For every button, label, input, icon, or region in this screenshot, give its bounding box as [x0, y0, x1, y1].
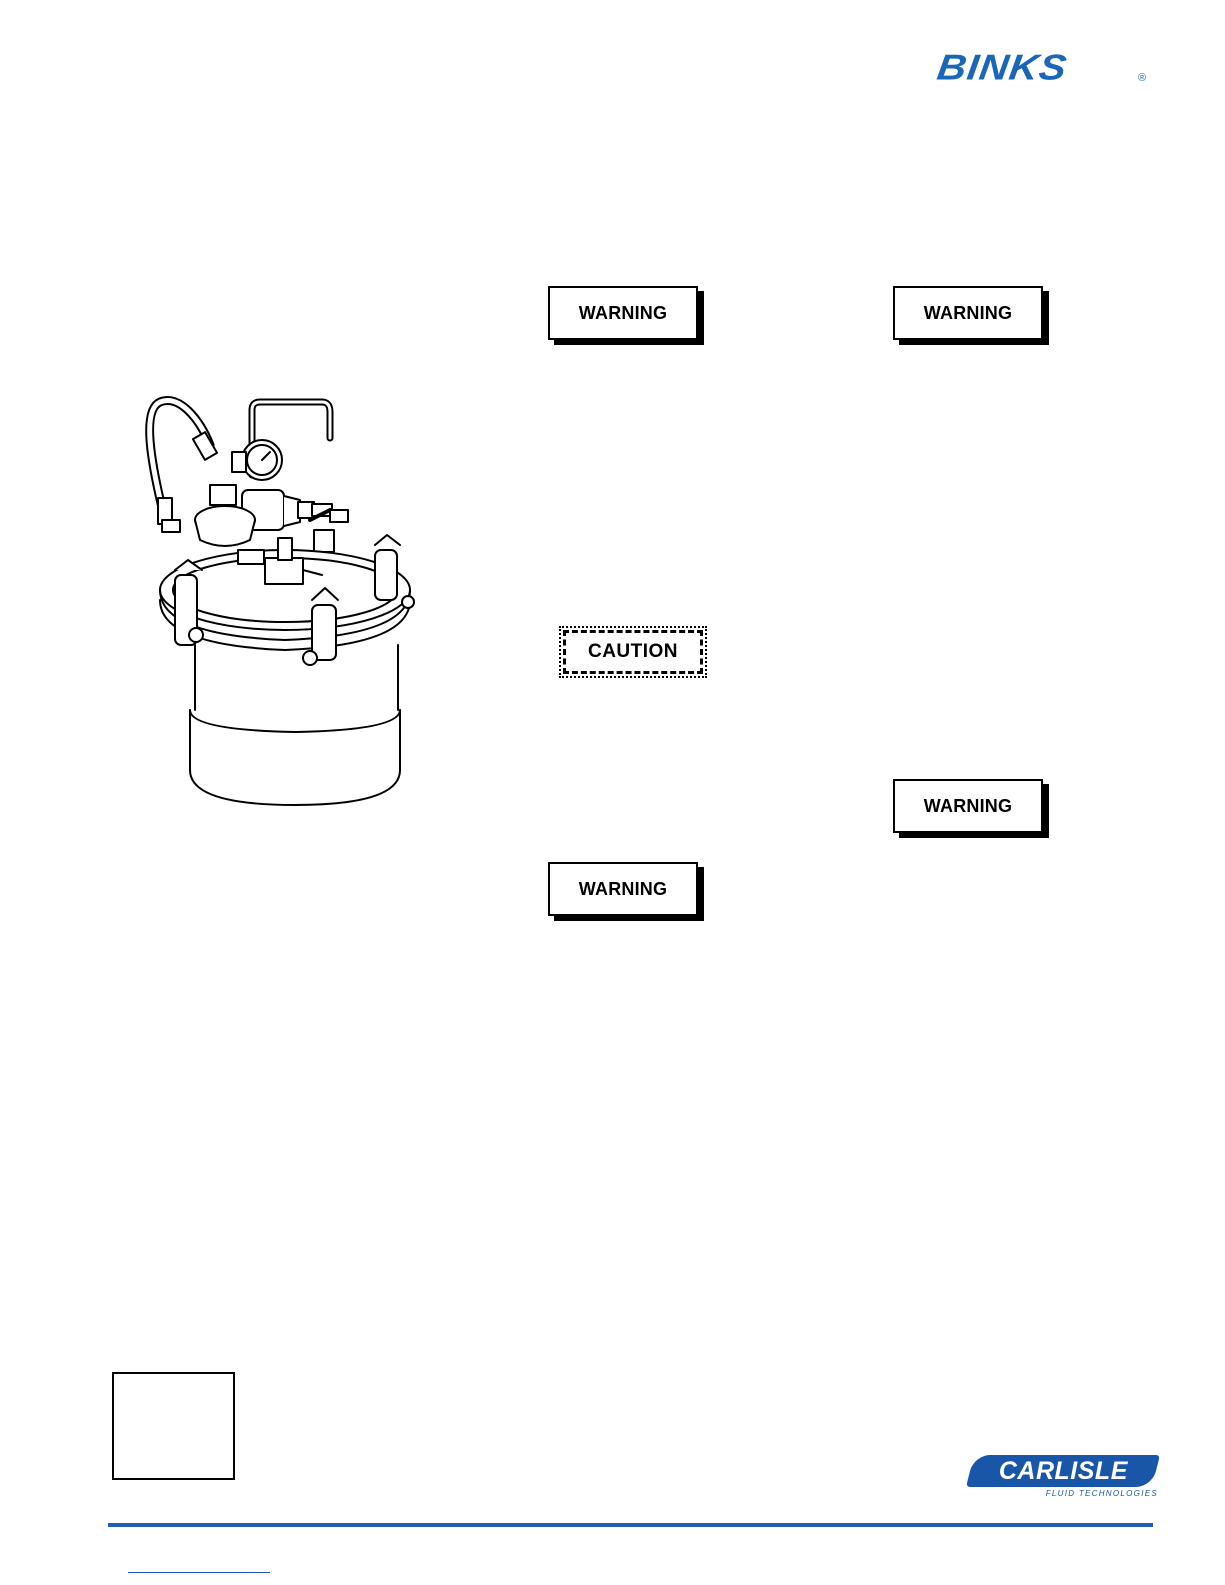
footer-rule — [108, 1523, 1153, 1527]
footer-link-underline — [128, 1572, 270, 1573]
registered-mark: ® — [1138, 72, 1147, 84]
binks-logo-text: BINKS — [934, 48, 1070, 88]
caution-label: CAUTION — [563, 630, 703, 674]
pressure-tank-illustration — [130, 390, 440, 815]
carlisle-tagline: FLUID TECHNOLOGIES — [1045, 1489, 1158, 1498]
carlisle-logo-text: CARLISLE — [998, 1456, 1128, 1485]
blank-box — [112, 1372, 235, 1480]
binks-logo — [934, 48, 1150, 90]
carlisle-logo — [970, 1455, 1160, 1503]
warning-label: WARNING — [893, 286, 1043, 340]
carlisle-badge — [966, 1455, 1160, 1487]
warning-label: WARNING — [548, 286, 698, 340]
warning-label: WARNING — [548, 862, 698, 916]
warning-label: WARNING — [893, 779, 1043, 833]
